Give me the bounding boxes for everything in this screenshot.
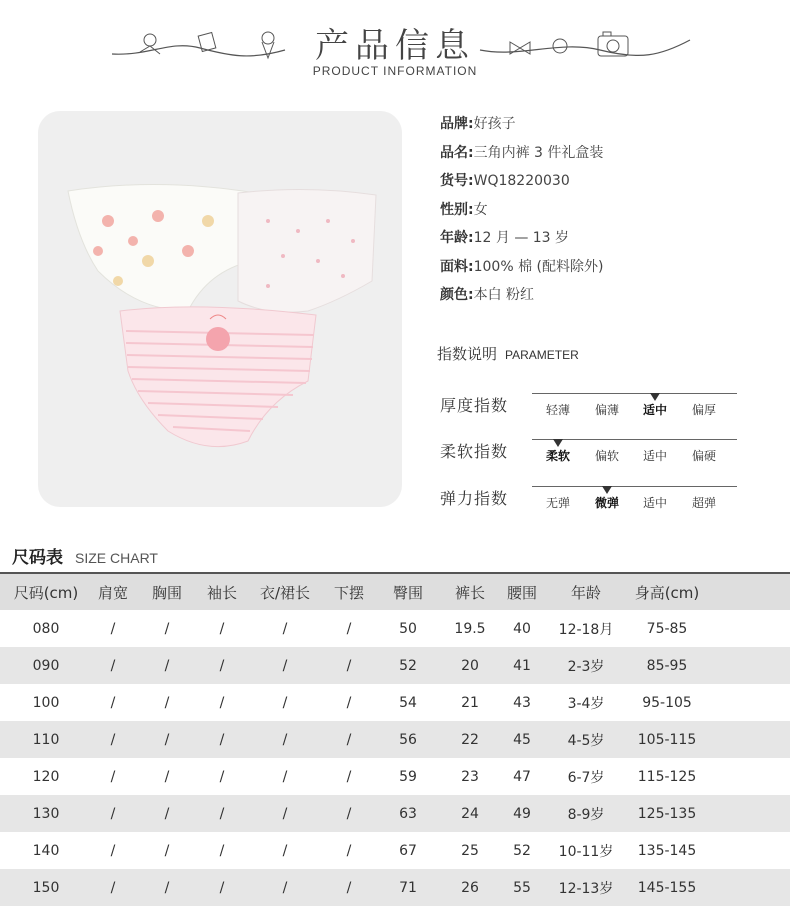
table-cell: /	[282, 694, 288, 711]
table-cell: 100	[32, 694, 60, 711]
table-header-cell: 衣/裙长	[259, 583, 311, 602]
table-cell: 2-3岁	[567, 658, 605, 675]
param-option-selected: 柔软	[545, 449, 570, 463]
table-cell: /	[164, 620, 170, 637]
table-cell: 20	[461, 657, 479, 674]
table-cell: 40	[513, 620, 531, 637]
param-option: 无弹	[545, 496, 570, 510]
table-header-cell: 胸围	[151, 583, 182, 602]
table-cell: /	[282, 879, 288, 896]
table-header-cell: 袖长	[206, 583, 237, 602]
table-cell: /	[110, 694, 116, 711]
table-cell: 115-125	[637, 768, 697, 785]
table-cell: /	[164, 657, 170, 674]
table-cell: 95-105	[642, 694, 692, 711]
table-cell: 24	[461, 805, 479, 822]
table-cell: /	[219, 768, 225, 785]
table-cell: /	[110, 731, 116, 748]
param-option-selected: 微弹	[594, 496, 619, 510]
table-cell: /	[346, 731, 352, 748]
table-header-row	[0, 572, 790, 610]
table-cell: /	[164, 694, 170, 711]
table-cell: 090	[32, 657, 60, 674]
table-cell: /	[346, 768, 352, 785]
table-header-cell: 尺码(cm)	[13, 583, 79, 602]
table-row	[0, 795, 790, 832]
table-cell: /	[346, 879, 352, 896]
table-row	[0, 647, 790, 684]
table-cell: 135-145	[637, 842, 697, 859]
table-cell: /	[164, 731, 170, 748]
table-cell: /	[164, 805, 170, 822]
table-cell: /	[219, 805, 225, 822]
table-header-cell: 下摆	[333, 583, 364, 602]
table-header-cell: 身高(cm)	[634, 583, 700, 602]
table-cell: /	[282, 768, 288, 785]
table-cell: /	[219, 657, 225, 674]
table-cell: /	[346, 805, 352, 822]
table-cell: 67	[399, 842, 417, 859]
table-cell: /	[110, 805, 116, 822]
param-label: 弹力指数	[440, 489, 509, 508]
param-option: 偏软	[594, 449, 619, 463]
table-cell: 23	[461, 768, 479, 785]
table-cell: 49	[513, 805, 531, 822]
table-cell: 43	[513, 694, 531, 711]
table-cell: /	[110, 879, 116, 896]
table-cell: /	[110, 620, 116, 637]
param-marker-icon	[602, 486, 612, 494]
table-cell: /	[219, 879, 225, 896]
table-cell: 21	[461, 694, 479, 711]
table-cell: /	[164, 879, 170, 896]
table-cell: 125-135	[637, 805, 697, 822]
table-cell: /	[219, 694, 225, 711]
size-chart-table	[0, 572, 790, 906]
table-cell: /	[282, 657, 288, 674]
table-row	[0, 721, 790, 758]
table-cell: 150	[32, 879, 60, 896]
info-row-name: 品名:三角内裤 3 件礼盒装	[440, 144, 604, 161]
table-cell: 12-13岁	[558, 880, 614, 897]
table-cell: 45	[513, 731, 531, 748]
table-cell: /	[282, 620, 288, 637]
table-cell: /	[219, 620, 225, 637]
info-row-brand: 品牌:好孩子	[440, 116, 516, 132]
param-marker-icon	[650, 393, 660, 401]
param-option: 轻薄	[545, 403, 570, 417]
table-header-cell: 肩宽	[97, 583, 128, 602]
table-cell: 56	[399, 731, 417, 748]
page-subtitle: PRODUCT INFORMATION	[312, 64, 478, 78]
table-cell: 63	[399, 805, 417, 822]
param-row-softness	[440, 439, 740, 469]
param-row-thickness	[440, 393, 740, 423]
info-row-fabric: 面料:100% 棉 (配料除外)	[440, 258, 604, 275]
table-cell: 85-95	[646, 657, 688, 674]
table-cell: 71	[399, 879, 417, 896]
table-cell: 6-7岁	[567, 769, 605, 786]
table-cell: 4-5岁	[567, 732, 605, 749]
param-label: 厚度指数	[440, 396, 509, 415]
table-cell: /	[110, 842, 116, 859]
info-row-age: 年龄:12 月 — 13 岁	[440, 230, 570, 246]
table-cell: 52	[513, 842, 531, 859]
table-row	[0, 832, 790, 869]
table-cell: 19.5	[454, 620, 486, 637]
param-label: 柔软指数	[440, 442, 509, 461]
table-cell: /	[282, 805, 288, 822]
table-cell: 080	[32, 620, 60, 637]
table-cell: 25	[461, 842, 479, 859]
table-cell: /	[346, 842, 352, 859]
table-cell: 41	[513, 657, 531, 674]
table-cell: /	[110, 768, 116, 785]
param-scale-line	[532, 393, 737, 394]
table-cell: 12-18月	[558, 621, 614, 638]
parameter-heading: 指数说明 PARAMETER	[437, 345, 579, 363]
table-cell: 145-155	[637, 879, 697, 896]
table-cell: 22	[461, 731, 479, 748]
table-cell: 140	[32, 842, 60, 859]
param-option: 适中	[642, 496, 667, 510]
table-cell: /	[282, 731, 288, 748]
table-cell: 59	[399, 768, 417, 785]
table-cell: 47	[513, 768, 531, 785]
table-cell: 54	[399, 694, 417, 711]
table-cell: /	[219, 731, 225, 748]
table-cell: 130	[32, 805, 60, 822]
param-option: 超弹	[691, 496, 716, 510]
info-row-color: 颜色:本白 粉红	[440, 287, 535, 303]
table-header-cell: 年龄	[570, 583, 601, 602]
param-option-selected: 适中	[642, 403, 667, 417]
table-cell: /	[164, 768, 170, 785]
param-scale-line	[532, 486, 737, 487]
table-cell: /	[110, 657, 116, 674]
table-cell: 8-9岁	[567, 806, 605, 823]
table-header-cell: 裤长	[454, 583, 485, 602]
table-cell: /	[164, 842, 170, 859]
table-cell: /	[219, 842, 225, 859]
table-header-cell: 腰围	[506, 583, 537, 602]
table-row	[0, 869, 790, 906]
param-option: 偏硬	[691, 449, 716, 463]
page-title: 产品信息	[315, 26, 475, 66]
table-cell: 50	[399, 620, 417, 637]
underwear-illustration	[38, 111, 402, 507]
table-cell: 120	[32, 768, 60, 785]
info-row-gender: 性别:女	[440, 201, 488, 218]
table-row	[0, 684, 790, 721]
table-row	[0, 610, 790, 647]
info-row-sku: 货号:WQ18220030	[440, 173, 570, 189]
table-header-cell: 臀围	[392, 583, 423, 602]
param-option: 适中	[642, 449, 667, 463]
table-cell: 110	[32, 731, 60, 748]
table-cell: /	[346, 694, 352, 711]
param-option: 偏厚	[691, 403, 716, 417]
table-cell: 55	[513, 879, 531, 896]
table-cell: 105-115	[637, 731, 697, 748]
param-row-elasticity	[440, 486, 740, 516]
table-cell: 52	[399, 657, 417, 674]
table-cell: 26	[461, 879, 479, 896]
size-chart-title: 尺码表 SIZE CHART	[12, 548, 158, 568]
table-cell: /	[282, 842, 288, 859]
table-cell: 10-11岁	[558, 843, 614, 860]
param-marker-icon	[553, 439, 563, 447]
table-cell: /	[346, 620, 352, 637]
table-row	[0, 758, 790, 795]
table-cell: 3-4岁	[567, 695, 605, 712]
table-cell: /	[346, 657, 352, 674]
table-cell: 75-85	[646, 620, 688, 637]
param-option: 偏薄	[594, 403, 619, 417]
product-photo	[38, 111, 402, 507]
product-info-list	[440, 110, 780, 310]
